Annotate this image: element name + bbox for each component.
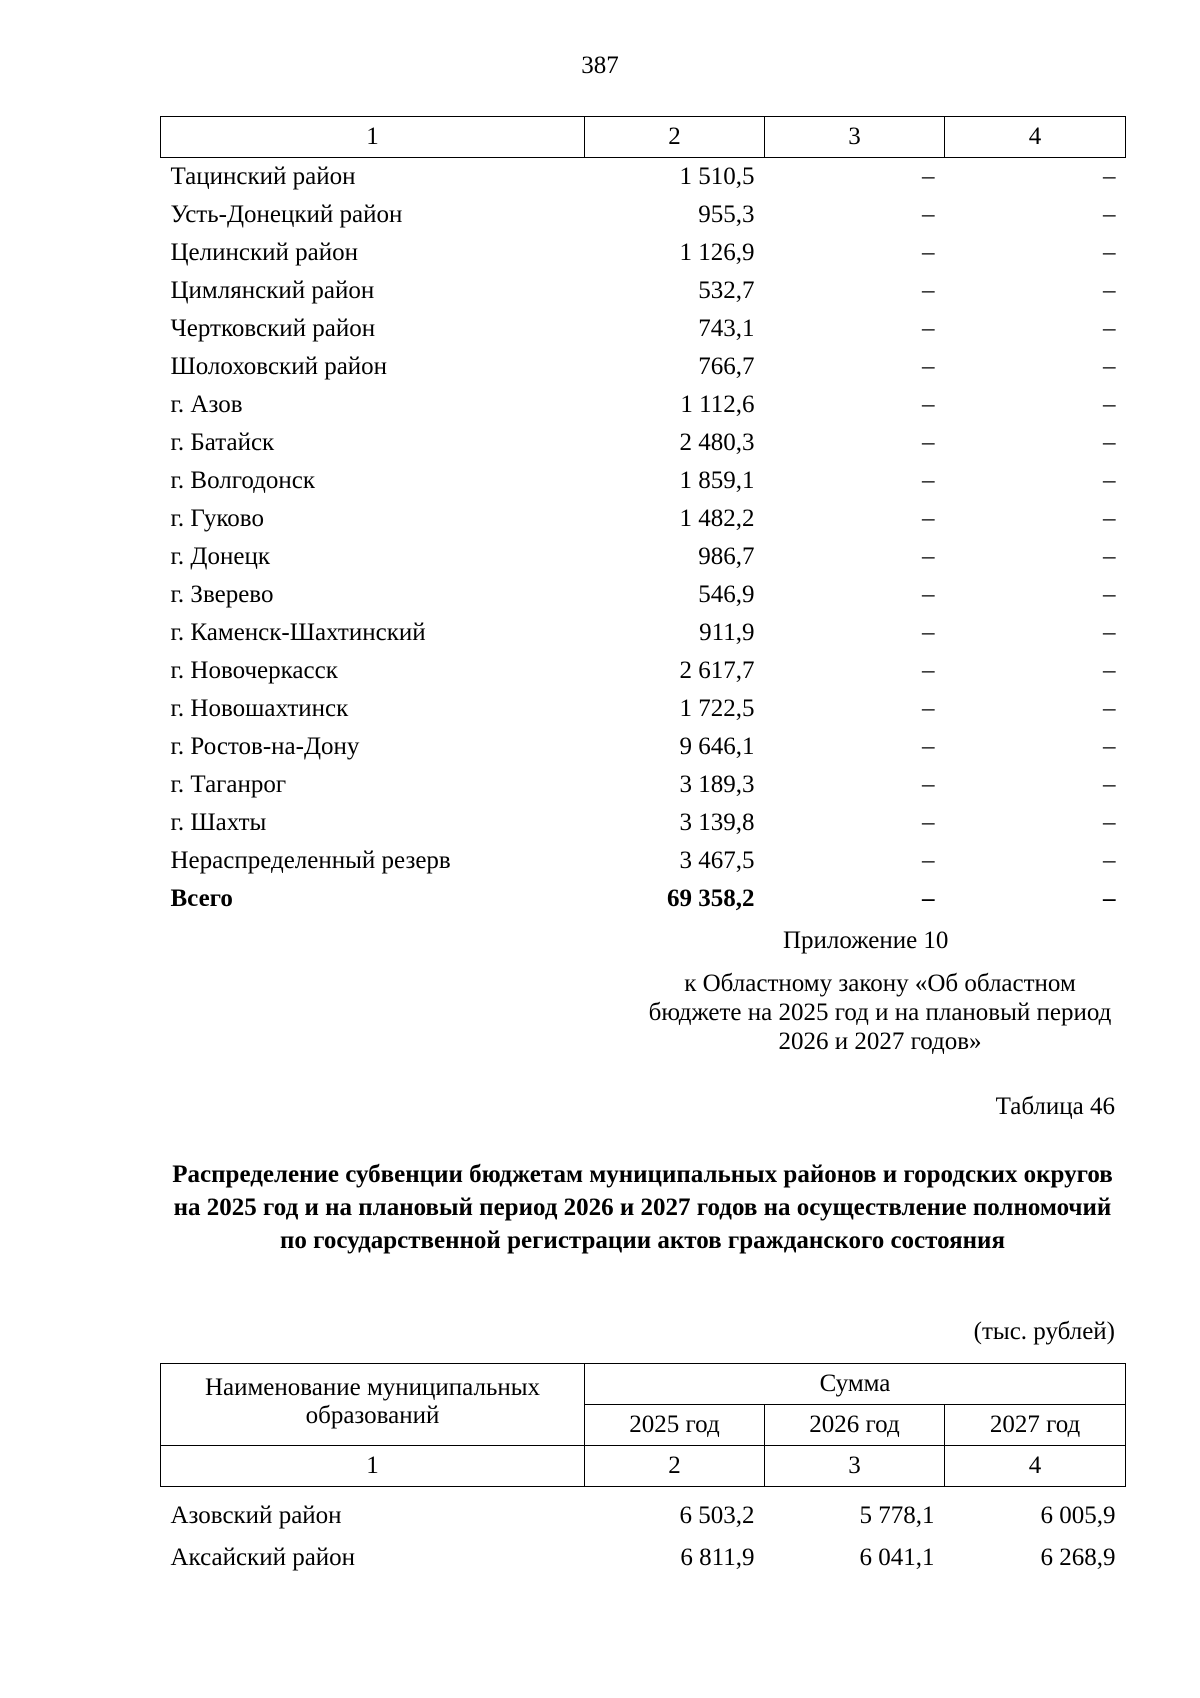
column-number-4: 4 <box>945 117 1126 158</box>
value-2025: 3 139,8 <box>679 809 755 836</box>
value-2025: 6 811,9 <box>680 1544 755 1571</box>
table-row <box>161 728 1126 766</box>
value-2025: 2 480,3 <box>679 429 755 456</box>
table-header-row <box>161 117 1126 158</box>
value-2027: – <box>1103 657 1116 684</box>
row-name: г. Таганрог <box>170 771 287 798</box>
value-2027: – <box>1103 543 1116 570</box>
value-2025: 911,9 <box>699 619 755 646</box>
document-title: Распределение субвенции бюджетам муниципальных районов и городских округов на 2025 год и на плановый период 2026 и 2027 годов на осуществление полномочий по государственной регистрации актов гражданского состояния <box>172 1161 1113 1254</box>
row-name: г. Волгодонск <box>170 467 316 494</box>
value-2026: – <box>922 315 935 342</box>
value-2027: – <box>1103 201 1116 228</box>
value-2025: 766,7 <box>698 353 755 380</box>
value-2025: 532,7 <box>698 277 755 304</box>
row-name: Усть-Донецкий район <box>170 201 403 228</box>
column-number-2: 2 <box>585 117 765 158</box>
value-2025: 6 503,2 <box>679 1502 755 1529</box>
value-2026: – <box>922 543 935 570</box>
value-2027: – <box>1103 163 1116 190</box>
appendix-title: Приложение 10 <box>783 927 949 954</box>
value-2025: 1 482,2 <box>679 505 755 532</box>
column-number-1: 1 <box>161 1446 585 1487</box>
value-2026: – <box>922 657 935 684</box>
row-name: Азовский район <box>170 1502 342 1529</box>
value-2026: – <box>922 277 935 304</box>
value-2026: – <box>922 505 935 532</box>
value-2025: 546,9 <box>698 581 755 608</box>
row-name: Тацинский район <box>170 163 356 190</box>
column-header-2025: 2025 год <box>585 1405 765 1446</box>
value-2026: – <box>922 619 935 646</box>
row-name: г. Гуково <box>170 505 264 532</box>
table-row <box>161 576 1126 614</box>
total-row <box>161 880 1126 918</box>
column-header-sum: Сумма <box>585 1364 1126 1405</box>
value-2025: 955,3 <box>698 201 755 228</box>
value-2026: 6 041,1 <box>859 1544 935 1571</box>
row-name: г. Новошахтинск <box>170 695 349 722</box>
column-number-1: 1 <box>161 117 585 158</box>
value-2027: – <box>1103 847 1116 874</box>
value-2025: 986,7 <box>698 543 755 570</box>
row-name: г. Донецк <box>170 543 270 570</box>
row-name: г. Ростов-на-Дону <box>170 733 360 760</box>
value-2026: – <box>922 163 935 190</box>
row-name: Нераспределенный резерв <box>170 847 451 874</box>
row-name: Шолоховский район <box>170 353 388 380</box>
value-2026: – <box>922 353 935 380</box>
value-2027: – <box>1103 353 1116 380</box>
column-header-name: Наименование муниципальных образований <box>161 1364 585 1446</box>
value-2025: 1 112,6 <box>680 391 755 418</box>
table-header-row <box>161 1364 1126 1405</box>
table-row <box>161 690 1126 728</box>
value-2025: 3 189,3 <box>679 771 755 798</box>
value-2027: – <box>1103 277 1116 304</box>
appendix-reference: к Областному закону «Об областном бюджете на 2025 год и на плановый период 2026 и 2027 годов» <box>648 970 1112 1055</box>
value-2025: 3 467,5 <box>679 847 755 874</box>
total-label: Всего <box>170 885 233 912</box>
row-name: Цимлянский район <box>170 277 375 304</box>
value-2027: – <box>1103 733 1116 760</box>
table-row <box>161 614 1126 652</box>
column-number-2: 2 <box>585 1446 765 1487</box>
row-name: г. Каменск-Шахтинский <box>170 619 426 646</box>
table-row <box>161 386 1126 424</box>
value-2027: – <box>1103 809 1116 836</box>
row-name: Аксайский район <box>170 1544 356 1571</box>
column-number-3: 3 <box>765 117 945 158</box>
value-2027: – <box>1103 619 1116 646</box>
value-2025: 1 510,5 <box>679 163 755 190</box>
row-name: Чертковский район <box>170 315 376 342</box>
column-header-2027: 2027 год <box>945 1405 1126 1446</box>
table-row <box>161 234 1126 272</box>
value-2026: – <box>922 201 935 228</box>
value-2026: – <box>922 239 935 266</box>
table-row <box>161 1487 1126 1538</box>
value-2027: – <box>1103 315 1116 342</box>
table-row <box>161 500 1126 538</box>
table-row <box>161 538 1126 576</box>
value-2027: 6 268,9 <box>1040 1544 1116 1571</box>
total-2027: – <box>1103 885 1116 912</box>
table-row <box>161 272 1126 310</box>
value-2025: 9 646,1 <box>679 733 755 760</box>
value-2027: – <box>1103 771 1116 798</box>
table-row <box>161 196 1126 234</box>
value-2027: – <box>1103 467 1116 494</box>
table-row <box>161 842 1126 880</box>
value-2025: 1 126,9 <box>679 239 755 266</box>
page-number: 387 <box>581 52 619 79</box>
table-row <box>161 652 1126 690</box>
table-row <box>161 310 1126 348</box>
column-header-2026: 2026 год <box>765 1405 945 1446</box>
table-number-row <box>161 1446 1126 1487</box>
row-name: г. Новочеркасск <box>170 657 338 684</box>
units-label: (тыс. рублей) <box>973 1318 1115 1345</box>
row-name: г. Зверево <box>170 581 274 608</box>
value-2026: – <box>922 695 935 722</box>
total-2025: 69 358,2 <box>667 885 755 912</box>
value-2025: 1 859,1 <box>679 467 755 494</box>
row-name: г. Батайск <box>170 429 275 456</box>
value-2026: – <box>922 467 935 494</box>
row-name: г. Азов <box>170 391 243 418</box>
subvention-table <box>160 1363 1126 1579</box>
table-number: Таблица 46 <box>995 1093 1115 1120</box>
value-2027: – <box>1103 391 1116 418</box>
value-2027: – <box>1103 695 1116 722</box>
row-name: г. Шахты <box>170 809 267 836</box>
table-row <box>161 348 1126 386</box>
value-2027: – <box>1103 505 1116 532</box>
value-2026: – <box>922 809 935 836</box>
value-2027: 6 005,9 <box>1040 1502 1116 1529</box>
table-continuation <box>160 116 1126 918</box>
value-2026: 5 778,1 <box>859 1502 935 1529</box>
value-2026: – <box>922 391 935 418</box>
value-2025: 2 617,7 <box>679 657 755 684</box>
total-2026: – <box>922 885 935 912</box>
column-number-3: 3 <box>765 1446 945 1487</box>
value-2026: – <box>922 771 935 798</box>
row-name: Целинский район <box>170 239 358 266</box>
table-row <box>161 1537 1126 1579</box>
value-2025: 1 722,5 <box>679 695 755 722</box>
table-row <box>161 804 1126 842</box>
value-2025: 743,1 <box>698 315 755 342</box>
column-number-4: 4 <box>945 1446 1126 1487</box>
value-2027: – <box>1103 581 1116 608</box>
value-2027: – <box>1103 239 1116 266</box>
value-2026: – <box>922 733 935 760</box>
value-2026: – <box>922 581 935 608</box>
table-row <box>161 158 1126 197</box>
value-2026: – <box>922 847 935 874</box>
table-row <box>161 424 1126 462</box>
value-2027: – <box>1103 429 1116 456</box>
table-row <box>161 462 1126 500</box>
table-row <box>161 766 1126 804</box>
value-2026: – <box>922 429 935 456</box>
